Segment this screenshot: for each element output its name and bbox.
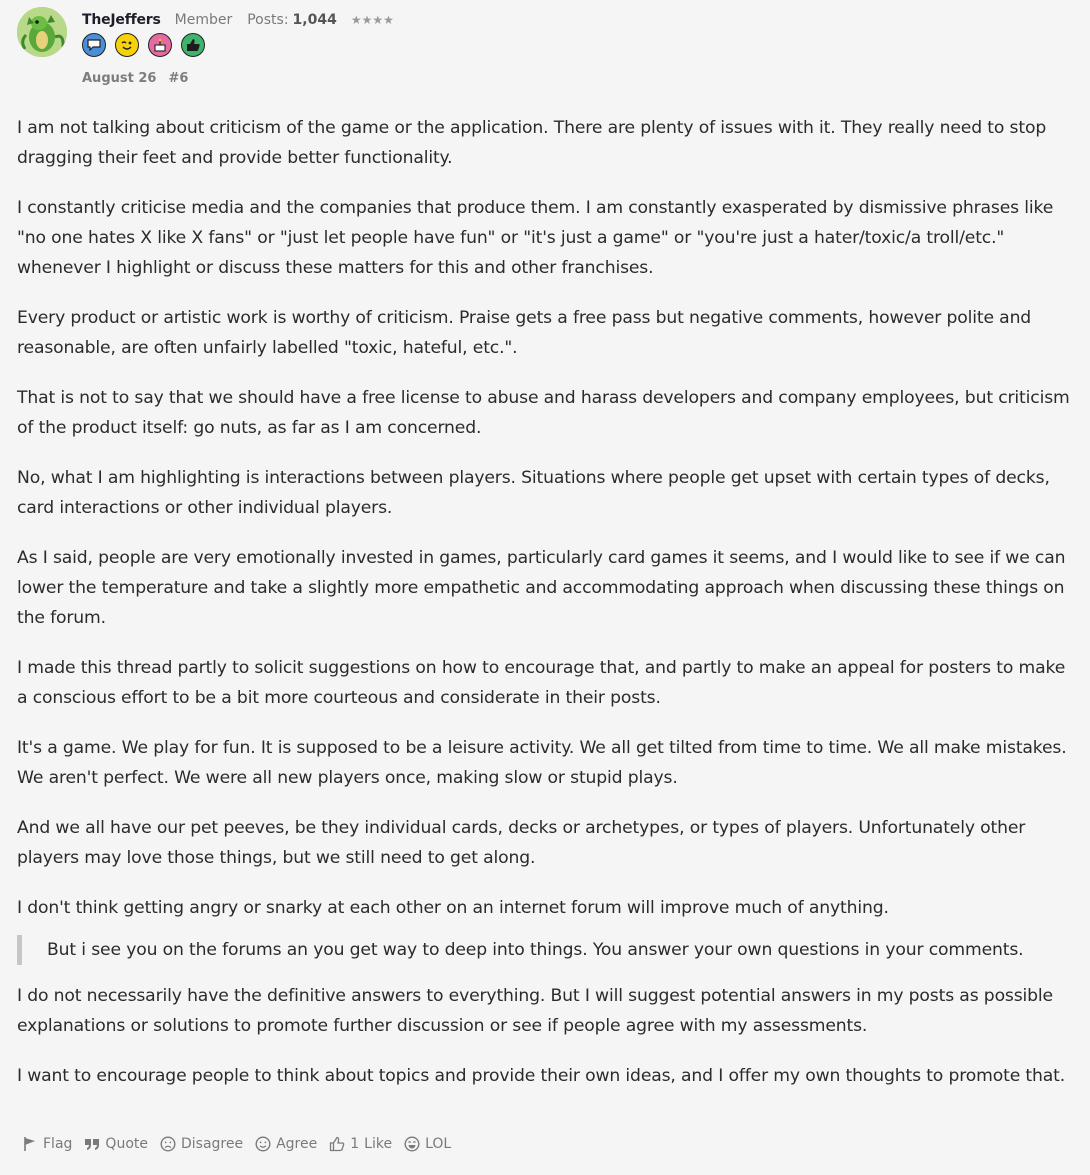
dragon-avatar-icon [17,7,67,57]
like-count: 1 [350,1136,360,1152]
posts-count: 1,044 [292,12,337,28]
like-label: Like [364,1136,393,1152]
agree-label: Agree [276,1136,318,1152]
lol-label: LOL [425,1136,452,1152]
badge-row [82,33,205,57]
post-actions [22,1136,463,1152]
like-button[interactable] [329,1136,392,1152]
rank-stars: ★★★★ [350,13,394,27]
speech-bubble-icon[interactable] [82,33,106,57]
post-date[interactable]: August 26 [82,71,157,86]
post-paragraph: It's a game. We play for fun. It is supposed to be a leisure activity. We all get tilted from time to time. We all make mistakes. We aren't perfect. We were all new players once, making slow or stupid plays. [17,738,1067,788]
flag-icon [22,1136,38,1152]
post-paragraph: I constantly criticise media and the companies that produce them. I am constantly exasperated by dismissive phrases like "no one hates X like X fans" or "just let people have fun" or "it's just a game" or "you're just a hater/toxic/a troll/etc." whenever I highlight or discuss these matters for this and other franchises. [17,198,1054,278]
agree-button[interactable] [255,1136,317,1152]
post-paragraph: And we all have our pet peeves, be they individual cards, decks or archetypes, or types of players. Unfortunately other players may love those things, but we still need to get along. [17,818,1026,868]
flag-button[interactable] [22,1136,72,1152]
post-header [0,0,1090,100]
username-link[interactable]: TheJeffers [82,12,161,28]
disagree-label: Disagree [180,1136,244,1152]
quote-label: Quote [105,1136,148,1152]
thumbs-up-outline-icon [329,1136,345,1152]
quote-icon [84,1137,100,1151]
post-paragraph: I am not talking about criticism of the game or the application. There are plenty of issues with it. They really need to stop dragging their feet and provide better functionality. [17,118,1047,168]
post-number[interactable]: #6 [168,71,189,86]
post-paragraph: I want to encourage people to think about topics and provide their own ideas, and I offer my own thoughts to promote that. [17,1066,1066,1086]
post-paragraph: Every product or artistic work is worthy of criticism. Praise gets a free pass but negative comments, however polite and reasonable, are often unfairly labelled "toxic, hateful, etc.". [17,308,1032,358]
post-body [17,113,1077,1111]
post-paragraph: I don't think getting angry or snarky at each other on an internet forum will improve much of anything. [17,898,889,918]
user-role: Member [174,12,233,28]
quoted-text: But i see you on the forums an you get way to deep into things. You answer your own questions in your comments. [17,935,1077,965]
lol-button[interactable] [404,1136,451,1152]
post-paragraph: That is not to say that we should have a free license to abuse and harass developers and company employees, but criticism of the product itself: go nuts, as far as I am concerned. [17,388,1070,438]
posts-label: Posts: [247,12,289,28]
flag-label: Flag [43,1136,73,1152]
thumbs-up-icon[interactable] [181,33,205,57]
cake-icon[interactable] [148,33,172,57]
quote-button[interactable] [84,1136,148,1152]
post-paragraph: As I said, people are very emotionally invested in games, particularly card games it seems, and I would like to see if we can lower the temperature and take a slightly more empathetic and accommodating approach when discussing these things on the forum. [17,548,1066,628]
post-paragraph: I made this thread partly to solicit suggestions on how to encourage that, and partly to make an appeal for posters to make a conscious effort to be a bit more courteous and considerate in their posts. [17,658,1066,708]
disagree-button[interactable] [160,1136,243,1152]
post-paragraph: No, what I am highlighting is interactions between players. Situations where people get upset with certain types of decks, card interactions or other individual players. [17,468,1050,518]
post-paragraph: I do not necessarily have the definitive answers to everything. But I will suggest potential answers in my posts as possible explanations or solutions to promote further discussion or see if people agree with my assessments. [17,986,1053,1036]
post-date-line [82,71,188,86]
user-info-line [82,12,394,28]
sad-face-icon [160,1136,176,1152]
laughing-face-icon [404,1136,420,1152]
smile-face-icon [255,1136,271,1152]
avatar[interactable] [17,7,67,57]
wink-face-icon[interactable] [115,33,139,57]
